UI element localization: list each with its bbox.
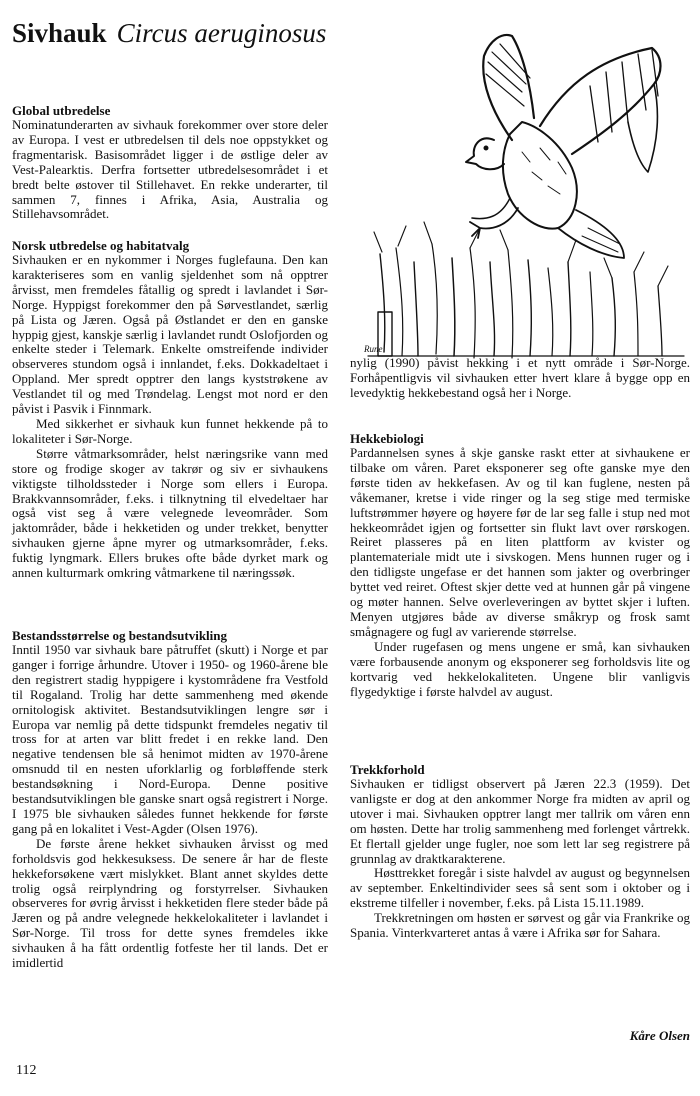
paragraph: Høsttrekket foregår i siste halvdel av august og begynnelsen av september. Enkeltindivider sees så sent som i oktober og i ekstreme tilfeller i november, f.eks. på Lista 15.11.1989.: [350, 865, 690, 911]
section-heading: Trekkforhold: [350, 762, 425, 777]
section-heading: Hekkebiologi: [350, 431, 424, 446]
section-population-continued: [350, 356, 690, 401]
section-migration: [350, 762, 690, 941]
paragraph: Trekkretningen om høsten er sørvest og går via Frankrike og Spania. Vinterkvarteret antas å være i Afrika sør for Sahara.: [350, 910, 690, 941]
paragraph: Sivhauken er en nykommer i Norges fuglefauna. Den kan karakteriseres som en vanlig sjeldenhet som nå opptrer årvisst, men fremdeles fåtallig og spredt i lavlandet i Sør-Norge. Hyppigst forekommer den på Sørvestlandet, særlig på Lista og Jæren. Også på Østlandet er den en ganske hyppig gjest, kanskje særlig i lavlandet rundt Oslofjorden og enkelte steder i Telemark. Enkelte omstreifende individer observeres stundom også i innlandet, f.eks. Dokkadeltaet i Oppland. Mer spredt opptrer den langs kyststrøkene av Vestlandet til og med Trøndelag. Lengst mot nord er den påvist i Pasvik i Finnmark.: [12, 252, 328, 417]
paragraph: Inntil 1950 var sivhauk bare påtruffet (skutt) i Norge et par ganger i forrige århundre. Utover i 1950- og 1960-årene ble den registrert stadig hyppigere i kystområdene fra Vestfold til Rogaland. Trolig har dette sammenheng med økende ornitologisk aktivitet. Bestandsutviklingen lengre sør i Europa var nemlig på dette tidspunkt fremdeles negativ til tross for at arten var blitt fredet i en rekke land. Den negative tendensen ble så henimot midten av 1970-årene omsnudd til en nesten uforklarlig og forbløffende sterk bestandsøkning i Nord-Europa. Denne positive bestandsutviklingen ble ganske snart også registrert i Norge. I 1975 ble sivhauken således funnet hekkende for første gang på en lokalitet i Vest-Agder (Olsen 1976).: [12, 642, 328, 836]
species-latin-name: Circus aeruginosus: [116, 18, 327, 48]
section-global-distribution: [12, 103, 328, 222]
page-number: 112: [16, 1063, 37, 1078]
section-heading: Bestandsstørrelse og bestandsutvikling: [12, 628, 228, 643]
species-common-name: Sivhauk: [12, 18, 107, 48]
paragraph: Pardannelsen synes å skje ganske raskt etter at sivhaukene er tilbake om våren. Paret eksponerer seg ofte ganske mye den første tiden av hekkefasen. Av og til kan fuglene, nesten på våkemaner, kretse i vide ringer og la seg stige med termiske luftstrømmer høyere og høyere før de lar seg falle i stup ned mot hekkeområdet igjen og fortsetter sin flukt lavt over rørskogen. Reiret plasseres på en liten plattform av kvister og plantemateriale midt ute i sivskogen. Mens hunnen ruger og i den tidligste ungefase er det hannen som jakter og overbringer byttet ved reiret. Oftest skjer dette ved at hunnen går på vingene og møter hannen. Selve overleveringen av byttet skjer i luften. Menyen utgjøres både av diverse småkryp og frosk samt smågnagere og fugl av varierende størrelse.: [350, 445, 690, 639]
article-title: [12, 16, 326, 50]
paragraph: Sivhauken er tidligst observert på Jæren 22.3 (1959). Det vanligste er dog at den ankommer Norge fra midten av april og utover i mai. Sivhauken opptrer langt mer tallrik om våren enn om høsten. Dette har trolig sammenheng med forlenget vårtrekk. Et flertall gjelder unge fugler, noe som lett lar seg registrere på grunnlag av draktkarakterene.: [350, 776, 690, 866]
section-breeding-biology: [350, 431, 690, 699]
illustrator-signature: Rune: [364, 344, 383, 354]
paragraph: De første årene hekket sivhauken årvisst og med forholdsvis god hekkesuksess. De senere år har de fleste hekkeforsøkene vært mislykket. Blant annet skyldes dette trolig også reirplyndring og forstyrrelser. Sivhauken observeres for øvrig årvisst i hekketiden flere steder både på Jæren og på andre velegnede hekkelokaliteter i lavlandet i Sør-Norge. Til tross for dette synes fremdeles ikke sivhauken å ha fått ordentlig fotfeste her til lands. Det er imidlertid: [12, 835, 328, 971]
section-heading: Norsk utbredelse og habitatvalg: [12, 238, 190, 253]
author-name: Kåre Olsen: [629, 1028, 690, 1043]
paragraph: nylig (1990) påvist hekking i et nytt område i Sør-Norge. Forhåpentligvis vil sivhauken etter hvert klare å bygge opp en levedyktig hekkebestand også her i Norge.: [350, 355, 690, 400]
section-heading: Global utbredelse: [12, 103, 111, 118]
section-population: [12, 628, 328, 971]
paragraph: Større våtmarksområder, helst næringsrike vann med store og frodige skoger av takrør og siv er sivhaukens viktigste tilholdssteder i Norge som ellers i Europa. Brakkvannsområder, f.eks. i tilknytning til elvedeltaer har også vist seg å være velegnede leveområder. Som jaktområder, både i hekketiden og under trekket, benytter sivhauken gjerne åpne myrer og utmarksområder, f.eks. fuktig lyngmark. Ellers brukes ofte både dyrket mark og annen kulturmark omkring våtmarkene til næringssøk.: [12, 445, 328, 581]
paragraph: Med sikkerhet er sivhauk kun funnet hekkende på to lokaliteter i Sør-Norge.: [12, 415, 328, 446]
section-norwegian-distribution: [12, 238, 328, 581]
paragraph: Nominatunderarten av sivhauk forekommer over store deler av Europa. I vest er utbredelsen til dels noe oppstykket og fragmentarisk. Basisområdet ligger i de østlige deler av Vest-Palearktis. Derfra fortsetter utbredelsesområdet i et bredt belte østover til Stillehavet. En rekke underarter, til sammen 7, finnes i Afrika, Asia, Australia og Stillehavsområdet.: [12, 117, 328, 222]
paragraph: Under rugefasen og mens ungene er små, kan sivhauken være forbausende anonym og eksponerer seg forholdsvis lite og kortvarig ved hekkelokaliteten. Ungene blir vanligvis flygedyktige i første halvdel av august.: [350, 638, 690, 699]
marsh-harrier-drawing-icon: [362, 22, 690, 362]
